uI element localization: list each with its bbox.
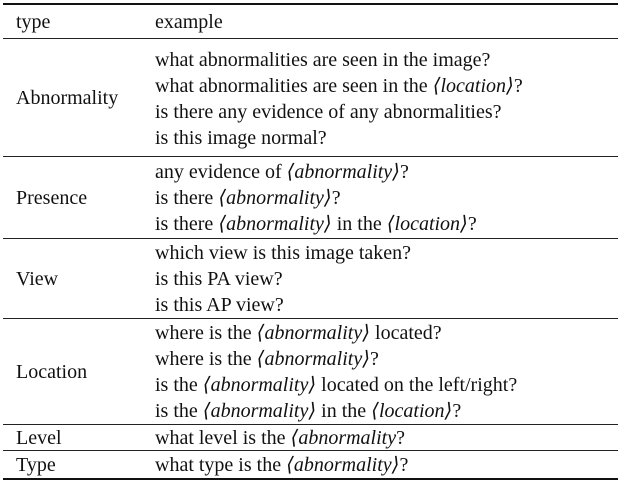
example-question [155,266,618,292]
row-type-level: Level [16,426,62,449]
question-text: located on the left/right? [316,373,518,396]
question-text: is this PA view? [155,267,283,290]
placeholder-token: ⟨abnormality⟩ [218,186,332,209]
question-text: is there any evidence of any abnormalities? [155,100,502,123]
example-question [155,346,618,372]
example-question [155,47,618,73]
question-text: what abnormalities are seen in the [155,74,433,97]
question-text: is this AP view? [155,293,284,316]
table-row [3,39,618,156]
question-text: ? [400,160,409,183]
example-question [155,292,618,318]
row-type-abnormality: Abnormality [16,86,119,109]
question-text: ? [467,212,477,235]
question-text: is the [155,373,203,396]
placeholder-token: ⟨abnormality⟩ [218,212,332,235]
placeholder-token: ⟨abnormality⟩ [256,321,371,344]
example-question [155,398,618,424]
row-examples [155,320,618,424]
question-text: ? [331,186,341,209]
row-type-location: Location [16,360,88,383]
placeholder-token: ⟨abnormality [290,426,397,449]
table-row [3,238,618,318]
example-question [155,211,618,237]
table-header-row [3,5,618,39]
placeholder-token: ⟨abnormality⟩ [256,347,371,370]
placeholder-token: ⟨location⟩ [432,74,514,97]
example-question [155,452,618,478]
row-type-type: Type [16,453,56,476]
question-text: ? [452,399,462,422]
question-text: where is the [155,347,257,370]
table-row [3,318,618,424]
row-examples [155,425,618,451]
example-question [155,240,618,266]
question-text: ? [370,347,379,370]
example-question [155,425,618,451]
question-text: located? [370,321,442,344]
row-examples [155,45,618,151]
placeholder-token: ⟨abnormality⟩ [286,453,400,476]
question-text: is there [155,212,219,235]
placeholder-token: ⟨abnormality⟩ [202,373,317,396]
question-text: ? [513,74,523,97]
example-question [155,320,618,346]
example-question [155,372,618,398]
example-question [155,99,618,125]
placeholder-token: ⟨location⟩ [386,212,468,235]
header-example: example [155,10,223,33]
question-text: is there [155,186,219,209]
question-text: what level is the [155,426,291,449]
row-type-view: View [16,267,59,290]
row-type-presence: Presence [16,186,88,209]
example-question [155,125,618,151]
row-examples [155,159,618,237]
table-row [3,424,618,450]
question-text: in the [331,212,387,235]
example-question [155,159,618,185]
example-question [155,185,618,211]
question-text: is the [155,399,203,422]
example-question [155,73,618,99]
header-type: type [16,10,51,33]
question-type-table [3,3,618,480]
placeholder-token: ⟨abnormality⟩ [202,399,317,422]
question-text: any evidence of [155,160,287,183]
question-text: what type is the [155,453,287,476]
placeholder-token: ⟨abnormality⟩ [286,160,400,183]
table-row [3,156,618,238]
question-text: ? [396,426,405,449]
question-text: what abnormalities are seen in the image? [155,48,491,71]
question-text: in the [316,399,372,422]
row-examples [155,452,618,478]
question-text: is this image normal? [155,126,327,149]
question-text: where is the [155,321,257,344]
question-text: ? [399,453,409,476]
question-text: which view is this image taken? [155,241,412,264]
row-examples [155,240,618,318]
placeholder-token: ⟨location⟩ [371,399,453,422]
table-row [3,450,618,478]
